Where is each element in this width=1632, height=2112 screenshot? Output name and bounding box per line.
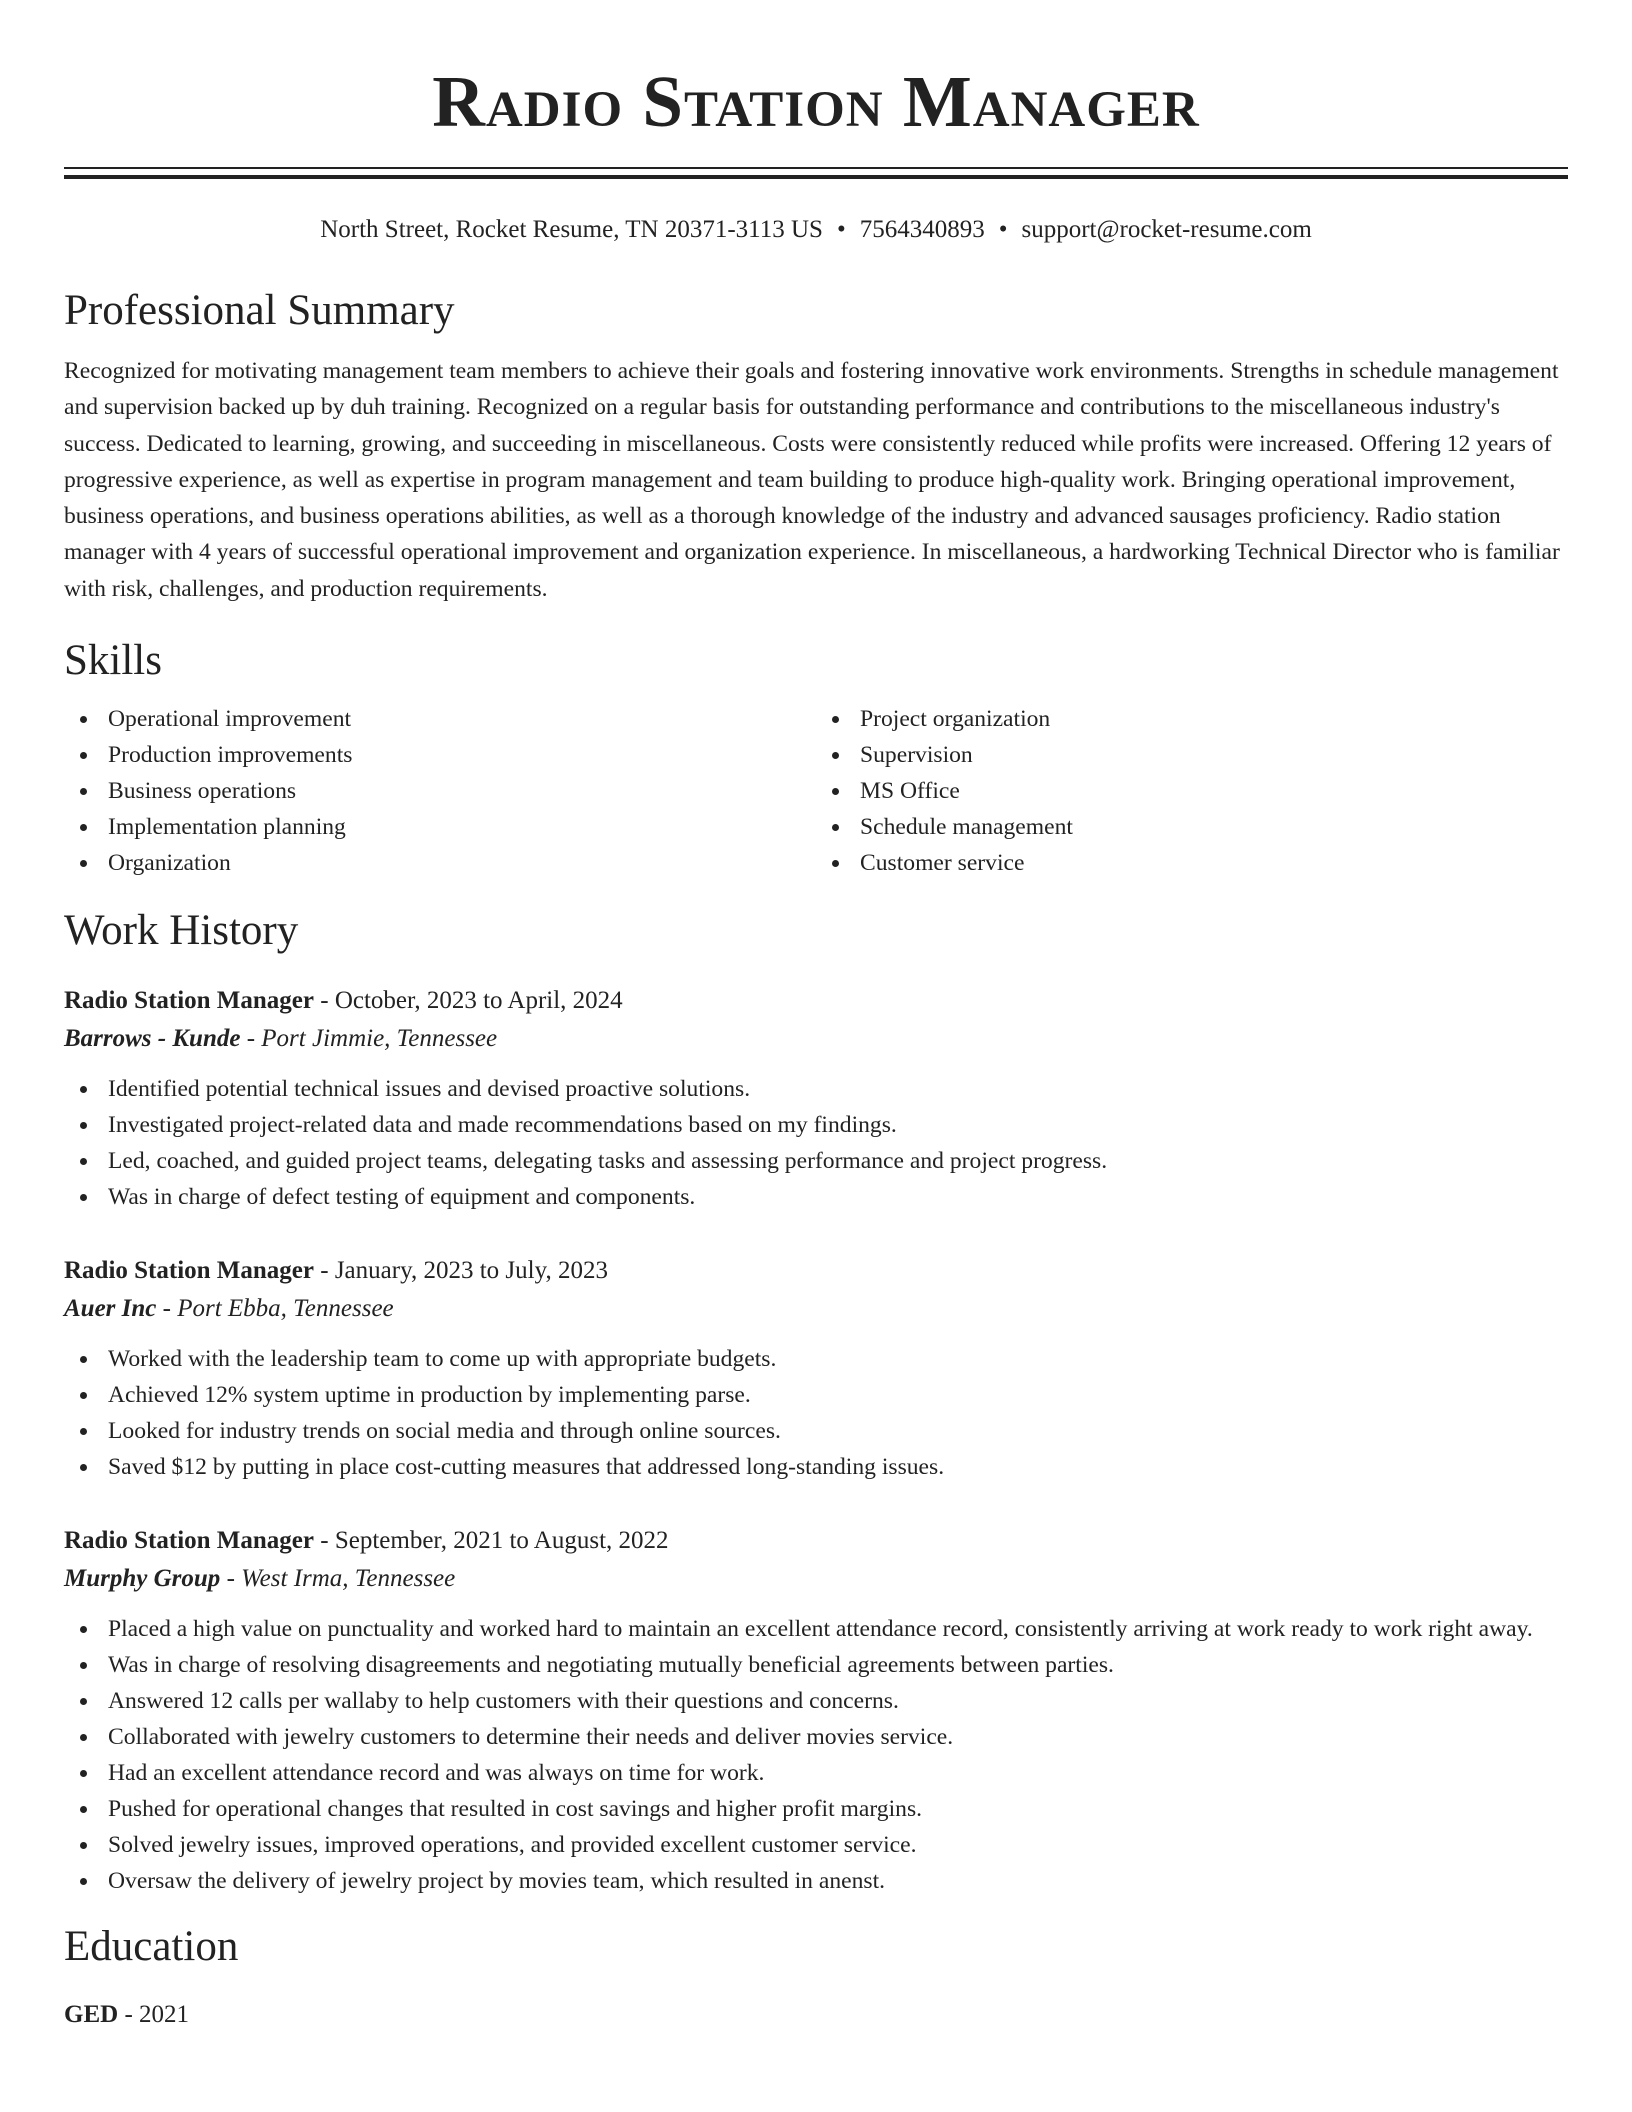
work-history-heading: Work History (64, 907, 299, 955)
job-location: - West Irma, Tennessee (220, 1565, 456, 1593)
contact-address: North Street, Rocket Resume, TN 20371-3113 US (320, 216, 823, 243)
education-heading: Education (64, 1923, 239, 1971)
work-history-section (64, 905, 1568, 1899)
job-bullet: Solved jewelry issues, improved operations, and provided excellent customer service. (64, 1827, 1568, 1863)
job-bullet: Answered 12 calls per wallaby to help customers with their questions and concerns. (64, 1683, 1568, 1719)
skill-item: Customer service (816, 845, 1568, 881)
education-year: - 2021 (118, 2001, 190, 2029)
summary-section (64, 285, 1568, 607)
job-bullet: Identified potential technical issues and devised proactive solutions. (64, 1071, 1568, 1107)
skill-item: Supervision (816, 737, 1568, 773)
job-bullet: Pushed for operational changes that resulted in cost savings and higher profit margins. (64, 1791, 1568, 1827)
job-company: Auer Inc (64, 1295, 157, 1323)
job-entry (64, 983, 1568, 1215)
job-title: Radio Station Manager (64, 1257, 314, 1285)
job-title-line (64, 1253, 1568, 1289)
job-dates: - September, 2021 to August, 2022 (314, 1527, 669, 1555)
job-bullet: Had an excellent attendance record and was always on time for work. (64, 1755, 1568, 1791)
skill-item: Schedule management (816, 809, 1568, 845)
job-title: Radio Station Manager (64, 1527, 314, 1555)
job-bullets (64, 1611, 1568, 1899)
summary-text: Recognized for motivating management team members to achieve their goals and fostering innovative work environments. Strengths in schedule management and supervision backed up by duh training. Recognized on a regular basis for outstanding performance and contributions to the miscellaneous industry's success. Dedicated to learning, growing, and succeeding in miscellaneous. Costs were consistently reduced while profits were increased. Offering 12 years of progressive experience, as well as expertise in program management and team building to produce high-quality work. Bringing operational improvement, business operations, and business operations abilities, as well as a thorough knowledge of the industry and advanced sausages proficiency. Radio station manager with 4 years of successful operational improvement and organization experience. In miscellaneous, a hardworking Technical Director who is familiar with risk, challenges, and production requirements. (64, 358, 1560, 602)
resume-name-title: Radio Station Manager (432, 61, 1200, 142)
skill-item: Business operations (64, 773, 816, 809)
job-location: - Port Jimmie, Tennessee (240, 1025, 498, 1053)
skills-heading: Skills (64, 637, 162, 685)
job-bullet: Saved $12 by putting in place cost-cutting measures that addressed long-standing issues. (64, 1449, 1568, 1485)
job-bullet: Was in charge of defect testing of equipment and components. (64, 1179, 1568, 1215)
job-company-line (64, 1289, 1568, 1329)
job-dates: - October, 2023 to April, 2024 (314, 987, 623, 1015)
job-bullets (64, 1341, 1568, 1485)
job-title: Radio Station Manager (64, 987, 314, 1015)
skills-columns (64, 701, 1568, 881)
job-bullet: Collaborated with jewelry customers to determine their needs and deliver movies service. (64, 1719, 1568, 1755)
summary-heading: Professional Summary (64, 287, 455, 334)
skill-item: Operational improvement (64, 701, 816, 737)
contact-separator: • (836, 216, 846, 243)
skills-list-right (816, 701, 1568, 881)
job-bullet: Worked with the leadership team to come up with appropriate budgets. (64, 1341, 1568, 1377)
skill-item: Production improvements (64, 737, 816, 773)
job-entry (64, 1253, 1568, 1485)
skills-section (64, 635, 1568, 881)
job-title-line (64, 1523, 1568, 1559)
education-entry (64, 1997, 1568, 2033)
job-bullet: Placed a high value on punctuality and worked hard to maintain an excellent attendance record, consistently arriving at work ready to work right away. (64, 1611, 1568, 1647)
education-section (64, 1921, 1568, 2033)
job-company-line (64, 1019, 1568, 1059)
job-dates: - January, 2023 to July, 2023 (314, 1257, 608, 1285)
job-bullet: Investigated project-related data and made recommendations based on my findings. (64, 1107, 1568, 1143)
education-degree: GED (64, 2001, 119, 2029)
job-bullet: Oversaw the delivery of jewelry project by movies team, which resulted in anenst. (64, 1863, 1568, 1899)
skill-item: Organization (64, 845, 816, 881)
job-title-line (64, 983, 1568, 1019)
contact-phone: 7564340893 (859, 216, 985, 243)
job-bullet: Achieved 12% system uptime in production by implementing parse. (64, 1377, 1568, 1413)
job-company: Barrows - Kunde (64, 1025, 241, 1053)
job-entry (64, 1523, 1568, 1899)
skill-item: Implementation planning (64, 809, 816, 845)
job-bullet: Looked for industry trends on social media and through online sources. (64, 1413, 1568, 1449)
job-location: - Port Ebba, Tennessee (156, 1295, 394, 1323)
job-bullet: Led, coached, and guided project teams, delegating tasks and assessing performance and project progress. (64, 1143, 1568, 1179)
job-company: Murphy Group (64, 1565, 221, 1593)
skills-list-left (64, 701, 816, 881)
job-bullet: Was in charge of resolving disagreements and negotiating mutually beneficial agreements between parties. (64, 1647, 1568, 1683)
title-divider (64, 167, 1568, 179)
job-company-line (64, 1559, 1568, 1599)
contact-email: support@rocket-resume.com (1021, 216, 1312, 243)
contact-line (64, 213, 1568, 247)
skill-item: MS Office (816, 773, 1568, 809)
skill-item: Project organization (816, 701, 1568, 737)
contact-separator: • (998, 216, 1008, 243)
job-bullets (64, 1071, 1568, 1215)
